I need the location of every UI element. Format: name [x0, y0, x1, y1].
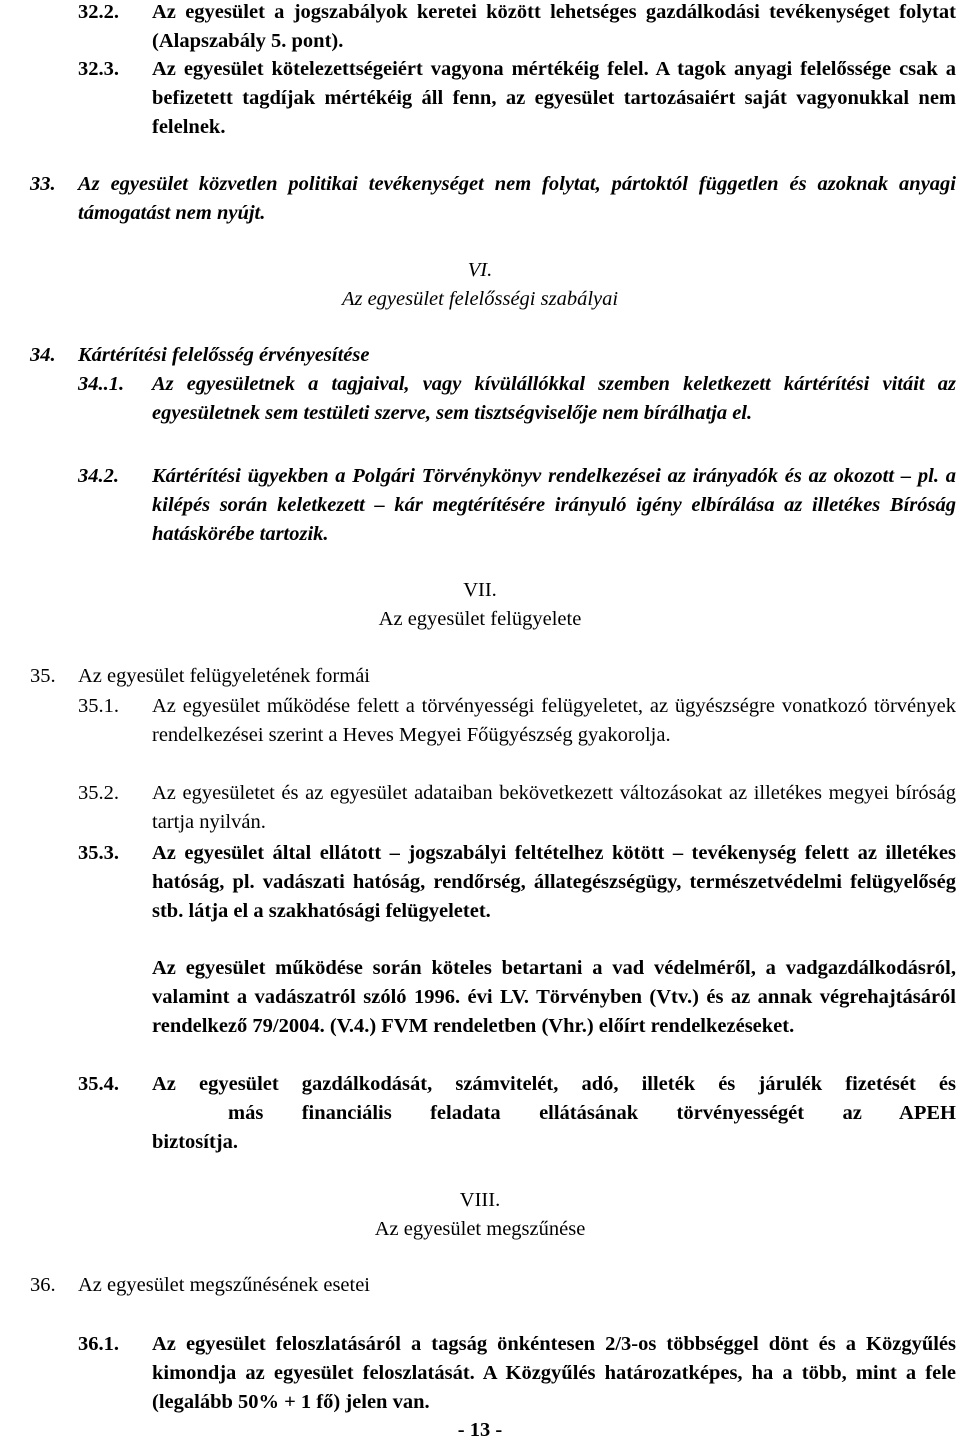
- section-35-3-continuation: [152, 954, 956, 1041]
- section-34-2: [78, 462, 956, 549]
- section-number: 32.2.: [78, 1, 119, 23]
- section-number: 34..1.: [78, 373, 125, 395]
- chapter-vi-title: Az egyesület felelősségi szabályai: [341, 288, 619, 310]
- section-text-line-3: biztosítja.: [152, 1131, 238, 1153]
- section-title: Az egyesület megszűnésének esetei: [78, 1274, 371, 1296]
- section-32-2: [78, 0, 956, 56]
- chapter-vii-numeral: VII.: [463, 579, 497, 601]
- section-number: 35.4.: [78, 1073, 119, 1095]
- chapter-vii-title: Az egyesület felügyelete: [378, 608, 582, 630]
- section-text-line-1: Az egyesület gazdálkodását, számvitelét, adó, illeték és járulék fizetését és: [152, 1073, 956, 1095]
- section-36-heading: [30, 1271, 956, 1300]
- section-text: Az egyesület működése felett a törvényességi felügyeletet, az ügyészségre vonatkozó törvények rendelkezései szerint a Heves Megyei Főügyészség gyakorolja.: [152, 695, 956, 746]
- section-35-2: [78, 779, 956, 837]
- section-number: 32.3.: [78, 58, 119, 80]
- section-text: Az egyesületet és az egyesület adataiban bekövetkezett változásokat az illetékes megyei bíróság tartja nyilván.: [152, 782, 956, 833]
- section-text: Az egyesület által ellátott – jogszabályi feltételhez kötött – tevékenység felett az illetékes hatóság, pl. vadászati hatóság, rendőrség, állategészségügy, természetvédelmi felügyelőség stb. látja el a szakhatósági felügyeletet.: [152, 842, 956, 922]
- chapter-viii-numeral: VIII.: [459, 1189, 501, 1211]
- section-32-3: [78, 55, 956, 142]
- chapter-viii-title: Az egyesület megszűnése: [374, 1218, 586, 1240]
- section-36-1: [78, 1330, 956, 1417]
- section-number: 35.1.: [78, 695, 119, 717]
- section-number: 35.2.: [78, 782, 119, 804]
- section-title: Kártérítési felelősség érvényesítése: [78, 344, 370, 366]
- section-number: 35.3.: [78, 842, 119, 864]
- section-35-heading: [30, 662, 956, 691]
- section-text: Az egyesület közvetlen politikai tevékenységet nem folytat, pártoktól független és azoknak anyagi támogatást nem nyújt.: [78, 173, 956, 224]
- section-35-3: [78, 839, 956, 926]
- section-number: 35.: [30, 665, 56, 687]
- section-text: Az egyesület a jogszabályok keretei között lehetséges gazdálkodási tevékenységet folytat (Alapszabály 5. pont).: [152, 1, 956, 52]
- section-34-1: [78, 370, 956, 428]
- section-text-line-2: más financiális feladata ellátásának törvényességét az APEH: [228, 1102, 956, 1124]
- section-text: Az egyesület feloszlatásáról a tagság önkéntesen 2/3-os többséggel dönt és a Közgyűlés kimondja az egyesület feloszlatását. A Közgyűlés határozatképes, ha a több, mint a fele (legalább 50% + 1 fő) jelen van.: [152, 1333, 956, 1413]
- section-title: Az egyesület felügyeletének formái: [78, 665, 370, 687]
- section-number: 34.: [30, 344, 56, 366]
- section-35-4: [78, 1070, 956, 1157]
- section-text: Az egyesületnek a tagjaival, vagy kívülállókkal szemben keletkezett kártérítési vitáit az egyesületnek sem testületi szerve, sem tisztségviselője nem bírálhatja el.: [152, 373, 956, 424]
- section-number: 36.: [30, 1274, 56, 1296]
- section-number: 34.2.: [78, 465, 119, 487]
- chapter-vi-numeral: VI.: [467, 259, 493, 281]
- section-text: Az egyesület működése során köteles betartani a vad védelméről, a vadgazdálkodásról, valamint a vadászatról szóló 1996. évi LV. Törvényben (Vtv.) és az annak végrehajtásáról rendelkező 79/2004. (V.4.) FVM rendeletben (Vhr.) előírt rendelkezéseket.: [152, 957, 956, 1037]
- page-number: - 13 -: [457, 1419, 503, 1441]
- section-number: 33.: [30, 173, 56, 195]
- section-text: Az egyesület kötelezettségeiért vagyona mértékéig felel. A tagok anyagi felelőssége csak a befizetett tagdíjak mértékéig áll fenn, az egyesület tartozásaiért saját vagyonukkal nem felelnek.: [152, 58, 956, 138]
- section-text: Kártérítési ügyekben a Polgári Törvénykönyv rendelkezései az irányadók és az okozott – pl. a kilépés során keletkezett – kár megtérítésére irányuló igény elbírálása az illetékes Bíróság hatáskörébe tartozik.: [152, 465, 956, 545]
- section-35-1: [78, 692, 956, 750]
- section-34-heading: [30, 341, 956, 370]
- section-number: 36.1.: [78, 1333, 119, 1355]
- section-33: [30, 170, 956, 228]
